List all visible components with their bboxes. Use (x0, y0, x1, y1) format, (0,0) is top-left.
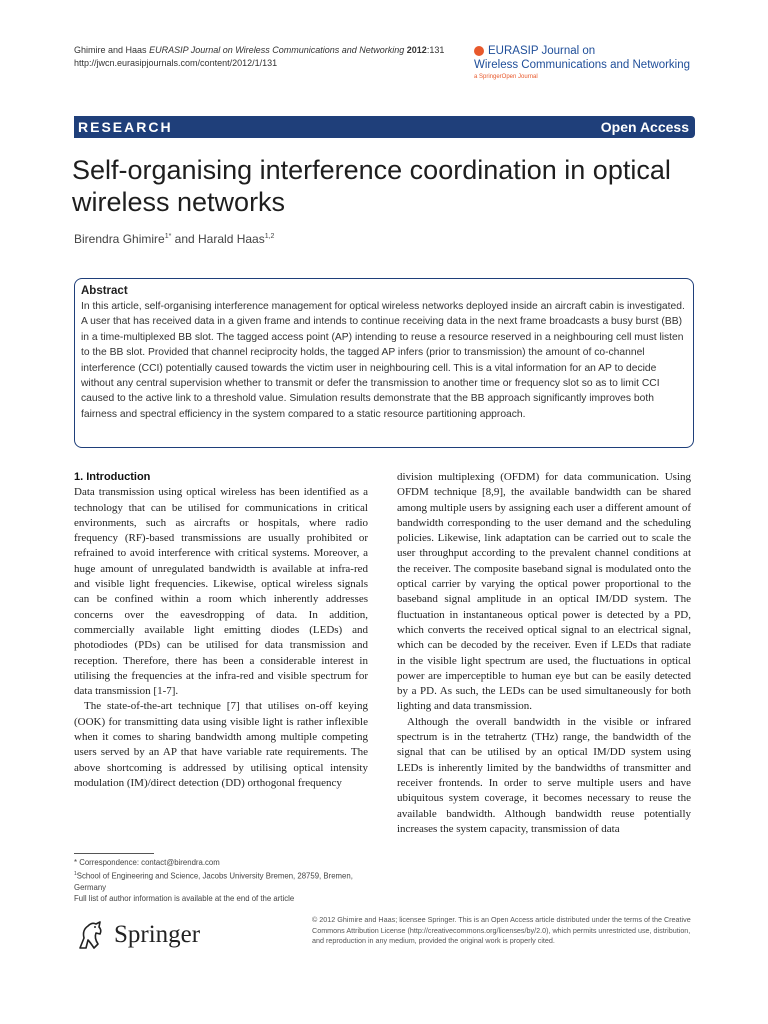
body-paragraph: division multiplexing (OFDM) for data communication. Using OFDM technique [8,9], the available bandwidth can be shared among multiple users by assigning each user a different amount of bandwidth corresponding to the user demand and the scheduling policies. Likewise, link adaptation can be carried out to scale the user throughput according to the prevalent channel conditions at the receiver. The composite baseband signal is modulated onto the optical carrier by varying the optical power proportional to the baseband signal amplitude in an optical IM/DD system. The fluctuation in instantaneous optical power is detected by a PD, which converts the received optical signal to an electrical signal, which can be decoded by the receiver. Even if LEDs that radiate in the visible light spectrum are used, the fluctuations in optical power are imperceptible to human eye but can be easily detected by a PD. As such, the LEDs can be used simultaneously for both lighting and data transmission. (397, 471, 691, 713)
affiliation-sup: 1 (74, 870, 77, 877)
citation-year: 2012 (406, 45, 427, 55)
journal-logo-icon (474, 46, 484, 56)
article-title: Self-organising interference coordination in optical wireless networks (72, 155, 671, 217)
correspondence-note: * Correspondence: contact@birendra.com (74, 858, 220, 867)
publisher-logo (74, 918, 200, 952)
journal-logo (474, 44, 690, 81)
publisher-name: Springer (114, 921, 201, 948)
journal-logo-line3: a SpringerOpen Journal (474, 74, 538, 80)
footnotes (74, 857, 374, 905)
author-2: and Harald Haas (171, 232, 265, 246)
abstract-heading: Abstract (81, 285, 128, 297)
journal-logo-line2: Wireless Communications and Networking (474, 59, 691, 71)
abstract-text: In this article, self-organising interference management for optical wireless networks deployed inside an aircraft cabin is investigated. A user that has received data in a given frame and intends to continue receiving data in the next frame broadcasts a busy burst (BB) in a time-multiplexed BB slot. The tagged access point (AP) intending to reuse a resource reserved in a neighbouring cell must listen to the BB slot. Provided that channel reciprocity holds, the tagged AP infers (prior to transmission) the amount of co-channel interference (CCI) potentially caused towards the victim user in neighbouring cell. This is a vital information for an AP to decide without any central supervision whether to transmit or defer the transmission to another time or frequency slot so as to limit CCI caused to the active link to a threshold value. Simulation results demonstrate that the BB approach significantly improves both fairness and spectral efficiency in the system compared to a static resource partitioning approach. (81, 301, 685, 420)
footnote-divider (74, 853, 154, 854)
citation-authors: Ghimire and Haas (74, 45, 147, 55)
open-access-label: Open Access (600, 119, 689, 135)
citation-journal: EURASIP Journal on Wireless Communications and Networking (149, 45, 405, 55)
body-paragraph: Data transmission using optical wireless has been identified as a technology that can be utilised for communications in critical environments, such as aircrafts or hospitals, where radio frequency (RF)-based transmissions are usually prohibited or refrained to avoid interference with critical systems. Moreover, a huge amount of unregulated bandwidth is available at infra-red and visible light frequencies. Likewise, optical wireless signals can be confined within a room which inherently addresses concerns over the eavesdropping of data. In addition, commercially available light emitting diodes (LEDs) and photodiodes (PDs) can be utilised for data transmission and reception. Therefore, there has been a considerable interest in utilising the frequencies at the infra-red and visible spectrum for data transmission [1-7]. (74, 486, 368, 698)
body-paragraph: Although the overall bandwidth in the visible or infrared spectrum is in the tetrahertz (THz) range, the bandwidth of the signal that can be utilised by an optical IM/DD system using LEDs is inherently limited by the bandwidths of transmitter and receiver frontends. In order to serve multiple users and have ubiquitous system coverage, it becomes necessary to reuse the available bandwidth. Although bandwidth reuse potentially increases the system capacity, transmission of data (397, 715, 691, 835)
author-1: Birendra Ghimire (74, 232, 165, 246)
citation-article: :131 (426, 45, 445, 55)
springer-horse-icon (74, 918, 108, 952)
body-column-left (74, 470, 368, 791)
section-heading: 1. Introduction (74, 471, 151, 483)
article-type-banner (74, 116, 695, 138)
article-type-label: RESEARCH (78, 119, 173, 135)
license-text: © 2012 Ghimire and Haas; licensee Springer. This is an Open Access article distributed under the terms of the Creative Commons Attribution License (http://creativecommons.org/licenses/by/2.0), which permits unrestricted use, distribution, and reproduction in any medium, provided the original work is properly cited. (312, 915, 691, 945)
body-paragraph: The state-of-the-art technique [7] that utilises on-off keying (OOK) for transmitting data using visible light is rather inflexible when it comes to sharing bandwidth among multiple competing users served by an AP that have variable rate requirements. The above shortcoming is addressed by utilising optical intensity modulation (IM)/direct detection (DD) orthogonal frequency (74, 700, 368, 789)
author-2-affil: 1,2 (264, 233, 275, 240)
author-info-note: Full list of author information is available at the end of the article (74, 894, 295, 904)
author-1-affil: 1* (164, 233, 172, 240)
citation-url[interactable]: http://jwcn.eurasipjournals.com/content/2012/1/131 (74, 58, 278, 68)
author-list (74, 232, 274, 246)
citation-header (74, 44, 444, 70)
journal-logo-line1: EURASIP Journal on (488, 45, 596, 57)
affiliation-note: School of Engineering and Science, Jacobs University Bremen, 28759, Bremen, Germany (74, 871, 353, 892)
body-column-right (397, 470, 691, 837)
abstract-box (74, 278, 694, 448)
